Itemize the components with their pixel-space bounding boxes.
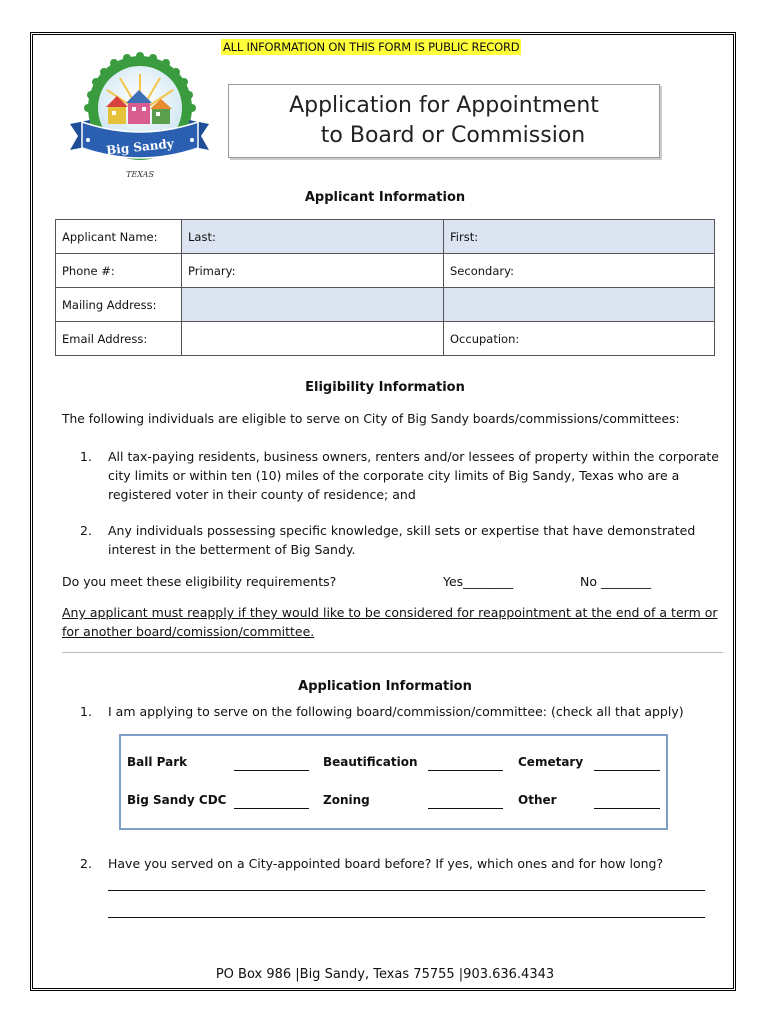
applicant-heading: Applicant Information [304,190,466,205]
eligibility-yes-field[interactable]: Yes________ [443,574,514,589]
email-address-field[interactable] [182,322,444,356]
board-ball-park-label: Ball Park [127,755,188,769]
eligibility-intro: The following individuals are eligible to serve on City of Big Sandy boards/commissions/committees: [62,412,680,426]
board-zoning-check-line[interactable] [428,808,503,809]
mailing-address-label: Mailing Address: [56,288,182,322]
list-item-text: Any individuals possessing specific knowledge, skill sets or expertise that have demonstrated interest in the betterment of Big Sandy. [108,523,696,557]
list-number: 1. [80,449,92,464]
section-divider [62,652,723,653]
answer-line-2[interactable] [108,917,705,918]
email-address-label: Email Address: [56,322,182,356]
answer-line-1[interactable] [108,890,705,891]
title-line-2: to Board or Commission [320,123,586,148]
board-other-label: Other [518,793,557,807]
applicant-name-label: Applicant Name: [56,220,182,254]
list-number: 2. [80,856,92,871]
list-number: 2. [80,523,92,538]
big-sandy-logo-icon [62,50,217,182]
board-big-sandy-cdc-check-line[interactable] [234,808,309,809]
application-question-1 [80,702,740,721]
primary-phone-field[interactable]: Primary: [182,254,444,288]
applicant-table [55,219,715,356]
first-name-field[interactable]: First: [444,220,715,254]
board-big-sandy-cdc-label: Big Sandy CDC [127,793,227,807]
list-item-text: All tax-paying residents, business owners, renters and/or lessees of property within the corporate city limits or within ten (10) miles of the corporate city limits of Big Sandy, Texas who are a registered voter in their county of residence; and [108,449,719,502]
board-cemetary-check-line[interactable] [594,770,660,771]
application-heading: Application Information [298,679,472,694]
public-record-notice: ALL INFORMATION ON THIS FORM IS PUBLIC RECORD [223,40,520,54]
list-item-text: Have you served on a City-appointed board before? If yes, which ones and for how long? [108,856,664,871]
boards-checklist [119,734,668,830]
last-name-field[interactable]: Last: [182,220,444,254]
board-cemetary-label: Cemetary [518,755,584,769]
mailing-address-field[interactable] [182,288,444,322]
list-number: 1. [80,704,92,719]
table-row [56,220,715,254]
occupation-field[interactable]: Occupation: [444,322,715,356]
table-row [56,254,715,288]
logo-state-text: TEXAS [126,170,154,179]
list-item-text: I am applying to serve on the following board/commission/committee: (check all that apply) [108,704,684,719]
board-zoning-label: Zoning [323,793,370,807]
secondary-phone-field[interactable]: Secondary: [444,254,715,288]
board-other-check-line[interactable] [594,808,660,809]
table-row [56,322,715,356]
reapply-notice: Any applicant must reapply if they would like to be considered for reappointment at the end of a term or for another board/comission/committee. [62,605,718,639]
eligibility-no-field[interactable]: No ________ [580,574,651,589]
board-beautification-label: Beautification [323,755,418,769]
form-title [228,84,660,158]
title-line-1: Application for Appointment [289,93,599,118]
eligibility-heading: Eligibility Information [305,380,465,395]
board-ball-park-check-line[interactable] [234,770,309,771]
application-question-2 [80,854,720,873]
eligibility-question: Do you meet these eligibility requirements? [62,574,337,589]
logo-name-text: Big Sandy [105,136,175,158]
board-beautification-check-line[interactable] [428,770,503,771]
table-row [56,288,715,322]
footer-contact: PO Box 986 |Big Sandy, Texas 75755 |903.636.4343 [215,967,555,982]
phone-label: Phone #: [56,254,182,288]
eligibility-item-1 [80,447,720,504]
mailing-address-field-2[interactable] [444,288,715,322]
eligibility-item-2 [80,521,720,559]
